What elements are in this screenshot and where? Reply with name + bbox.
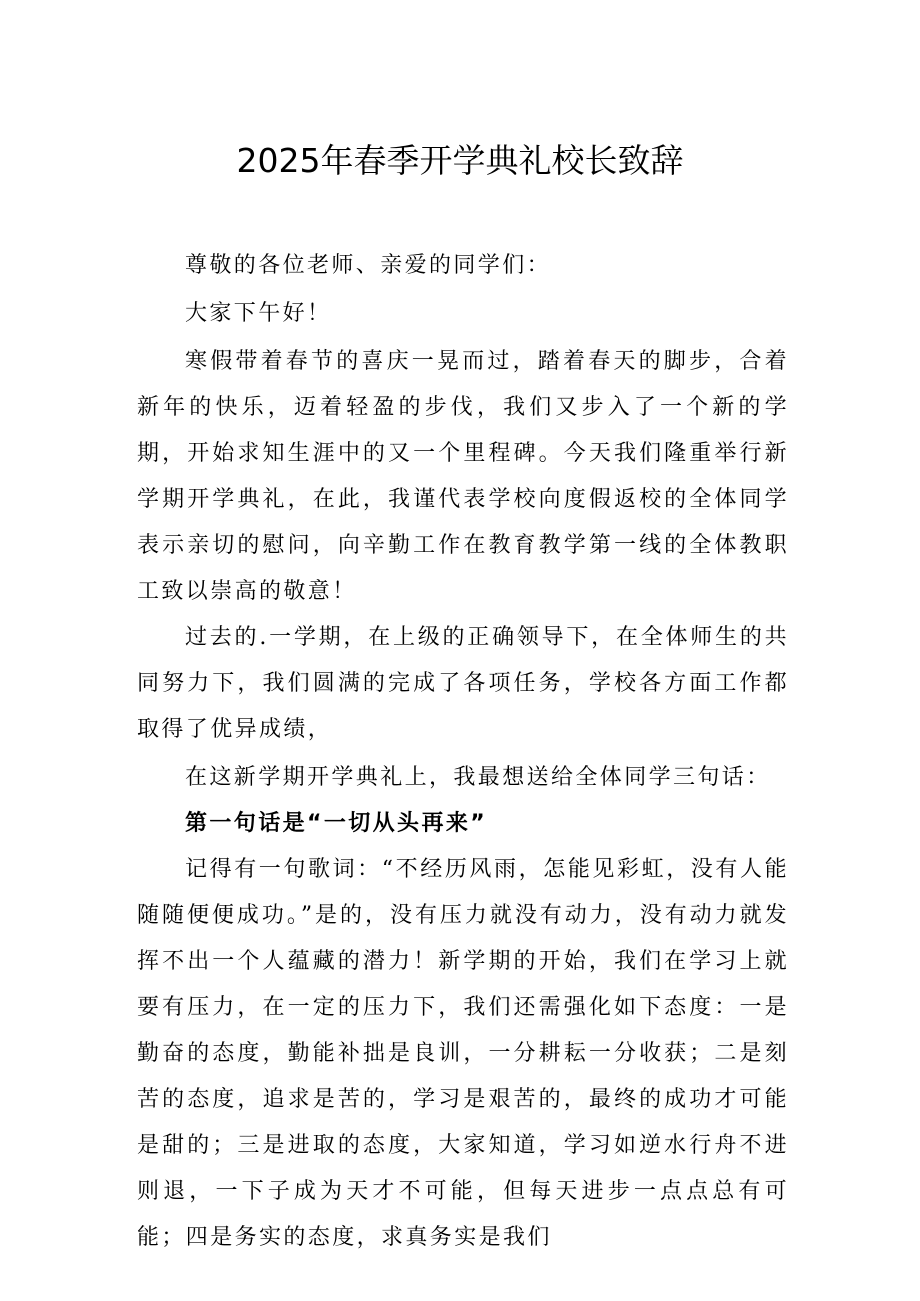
greeting: 大家下午好！: [185, 301, 332, 326]
section-heading-first: 第一句话是“一切从头再来”: [185, 811, 488, 836]
paragraph-opening: 寒假带着春节的喜庆一晃而过，踏着春天的脚步，合着新年的快乐，迈着轻盈的步伐，我们又步入了一个新的学期，开始求知生涯中的又一个里程碑。今天我们隆重举行新学期开学典礼，在此，我谨代表学校向度假返校的全体同学表示亲切的慰问，向辛勤工作在教育教学第一线的全体教职工致以崇高的敬意！: [137, 349, 789, 604]
paragraph-first-sentence: 记得有一句歌词：“不经历风雨，怎能见彩虹，没有人能随随便便成功。”是的，没有压力就没有动力，没有动力就发挥不出一个人蕴藏的潜力！新学期的开始，我们在学习上就要有压力，在一定的压力下，我们还需强化如下态度：一是勤奋的态度，勤能补拙是良训，一分耕耘一分收获；二是刻苦的态度，追求是苦的，学习是艰苦的，最终的成功才可能是甜的；三是进取的态度，大家知道，学习如逆水行舟不进则退，一下子成为天才不可能，但每天进步一点点总有可能；四是务实的态度，求真务实是我们: [137, 857, 789, 1250]
paragraph-last-semester: 过去的.一学期，在上级的正确领导下，在全体师生的共同努力下，我们圆满的完成了各项任务，学校各方面工作都取得了优异成绩，: [137, 625, 789, 742]
document-title: 2025年春季开学典礼校长致辞: [236, 141, 684, 180]
document-body: [137, 243, 789, 1261]
salutation: 尊敬的各位老师、亲爱的同学们：: [185, 253, 552, 278]
paragraph-three-sentences: 在这新学期开学典礼上，我最想送给全体同学三句话：: [185, 765, 771, 790]
